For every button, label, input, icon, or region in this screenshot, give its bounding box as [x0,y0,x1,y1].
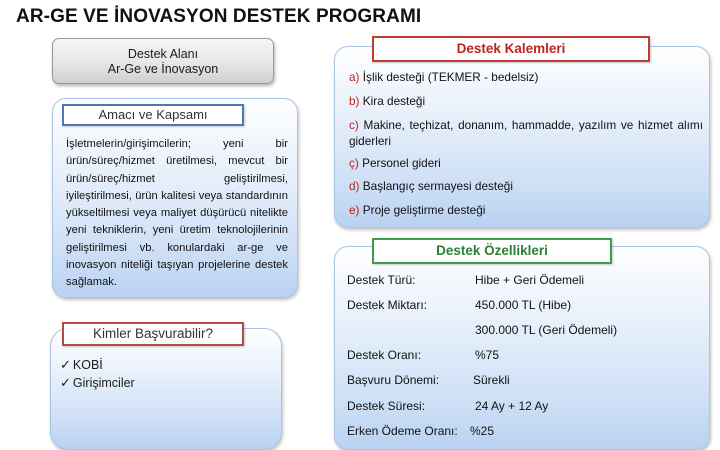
list-item [60,374,135,392]
erken-odeme-key: Erken Ödeme Oranı: [347,424,458,438]
item-text: Makine, teçhizat, donanım, hammadde, yazılım ve hizmet alımı giderleri [349,118,704,148]
list-item [349,117,703,149]
list-item [60,356,135,374]
item-text: Başlangıç sermayesi desteği [362,179,513,193]
item-letter: d) [349,179,360,193]
list-item [349,69,703,85]
list-item [349,202,703,218]
amac-label: Amacı ve Kapsamı [62,104,244,126]
page-title: AR-GE VE İNOVASYON DESTEK PROGRAMI [16,6,422,27]
destek-orani-value: %75 [475,348,500,362]
list-item [349,178,703,194]
amac-text: İşletmelerin/girişimcilerin; yeni bir ürün/süreç/hizmet üretilmesi, mevcut bir ürün/süreç/hizmet geliştirilmesi, iyileştirilmesi, ürün kalitesi veya standardının yükseltilmesi veya maliyet düşürücü nitelikte yeni tekniklerin, yeni üretim teknolojilerinin geliştirilmesi vb. konulardaki ar-ge ve inovasyon niteliği taşıyan projelerine destek sağlamak. [66,138,288,289]
kimler-label: Kimler Başvurabilir? [62,322,244,346]
item-letter: ç) [349,156,359,170]
basvuru-donemi-value: Sürekli [473,373,510,387]
destek-alani-value: Ar-Ge ve İnovasyon [107,62,219,76]
kimler-list [60,356,135,392]
list-item-label: KOBİ [72,358,103,372]
destek-suresi-value: 24 Ay + 12 Ay [475,399,549,413]
destek-alani-box [52,38,274,84]
item-letter: a) [349,70,360,84]
list-item [349,93,703,109]
item-text: İşlik desteği (TEKMER - bedelsiz) [362,70,539,84]
destek-turu-value: Hibe + Geri Ödemeli [475,273,585,287]
item-letter: e) [349,203,360,217]
erken-odeme-value: %25 [470,424,495,438]
destek-miktari-value-hibe: 450.000 TL (Hibe) [475,298,572,312]
item-text: Personel gideri [362,156,441,170]
ozellikler-label: Destek Özellikleri [372,238,612,264]
destek-turu-key: Destek Türü: [347,273,416,287]
item-text: Kira desteği [362,94,426,108]
item-letter: c) [349,118,359,132]
destek-suresi-key: Destek Süresi: [347,399,426,413]
basvuru-donemi-key: Başvuru Dönemi: [347,373,440,387]
destek-alani-heading: Destek Alanı [127,47,199,61]
list-item [349,155,703,171]
checkmark-icon: ✓ [60,357,71,372]
list-item-label: Girişimciler [72,376,135,390]
item-letter: b) [349,94,360,108]
destek-miktari-value-geri-odemeli: 300.000 TL (Geri Ödemeli) [475,323,618,337]
kalemler-label: Destek Kalemleri [372,36,650,62]
checkmark-icon: ✓ [60,375,71,390]
item-text: Proje geliştirme desteği [362,203,486,217]
destek-miktari-key: Destek Miktarı: [347,298,428,312]
destek-orani-key: Destek Oranı: [347,348,422,362]
